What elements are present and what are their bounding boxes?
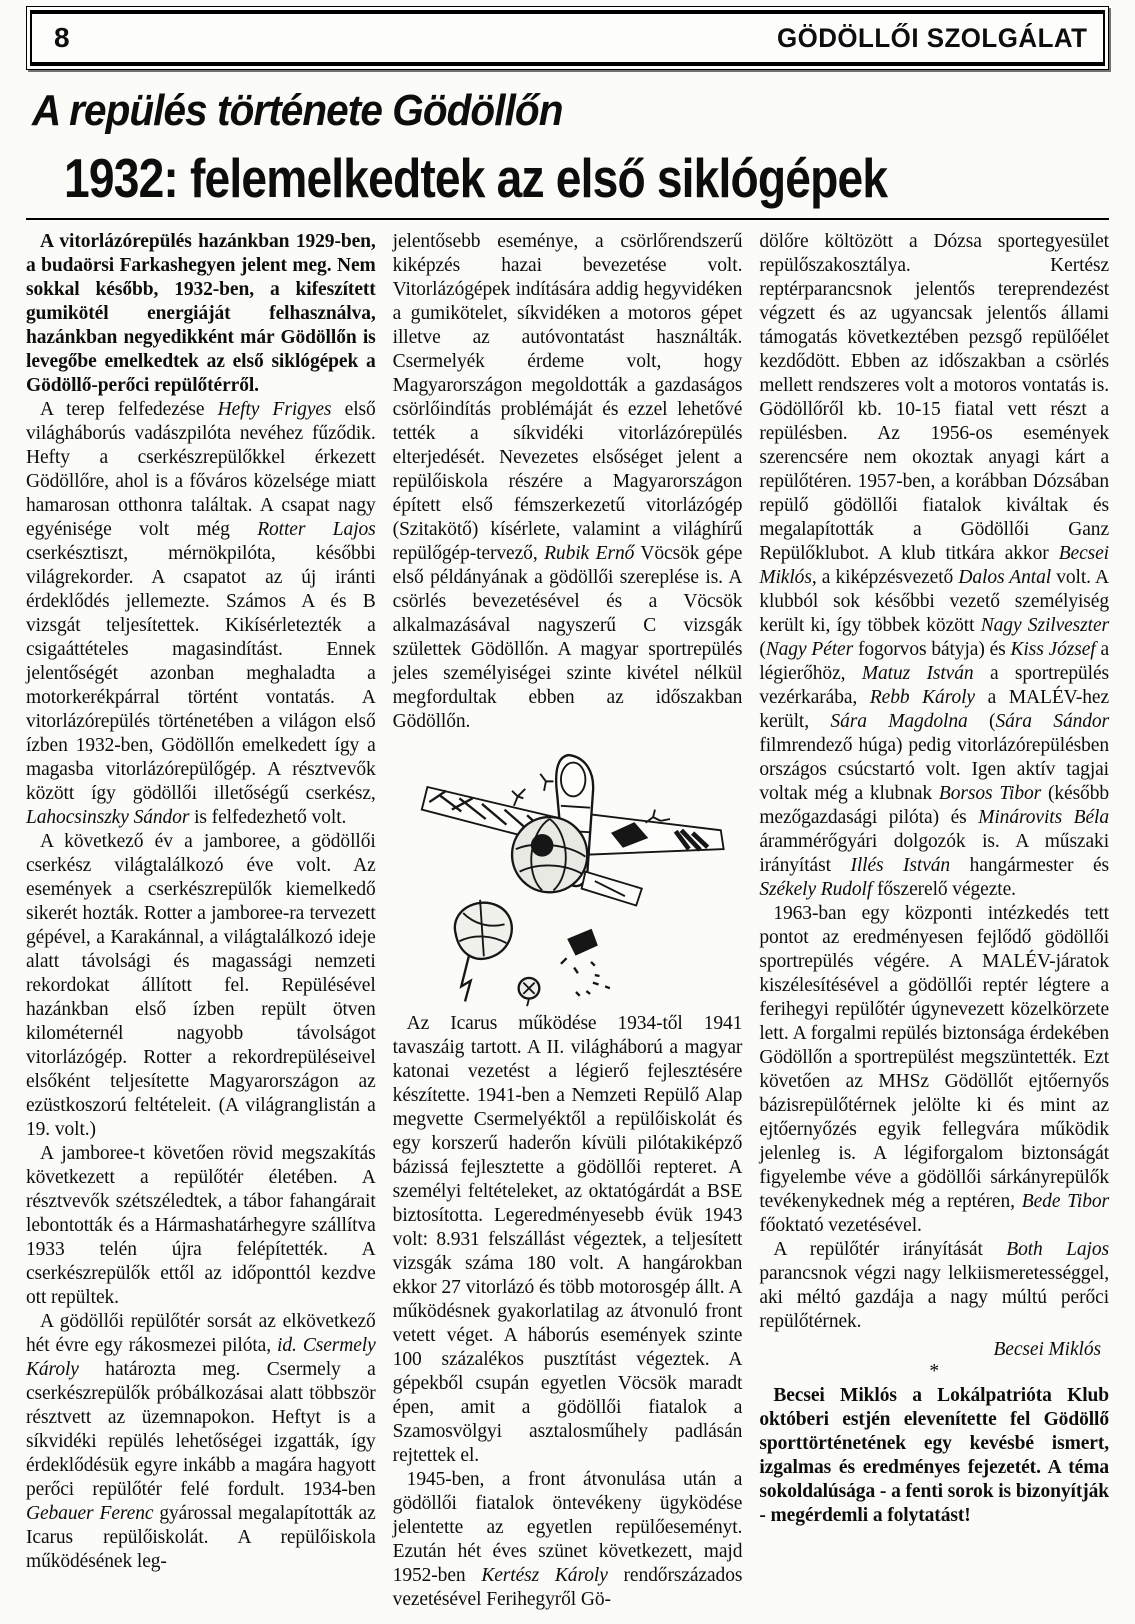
author-signature: Becsei Miklós bbox=[993, 1339, 1102, 1360]
article-paragraph: 1963-ban egy központi intézkedés tett pontot az eredményesen fejlődő gödöllői sportrepülés végére. A MALÉV-járatok kiszélesítésével a gödöllői reptér légtere a ferihegyi repülőtér úgynevezett közelkörzete lett. A forgalmi repülés biztonsága érdekében Gödöllőn a sportrepülést megszüntették. Ezt követően az MHSz Gödöllőt ejtőernyős bázisrepülőtérnek jelölte ki és mint az ejtőernyőzés egyik fellegvára működik jelenleg is. A légiforgalom biztonságát figyelembe véve a gödöllői sárkányrepülők tevékenykednek még a reptéren, Bede Tibor főoktató vezetésével. bbox=[759, 903, 1110, 1236]
masthead-frame bbox=[26, 6, 1109, 70]
article-paragraph: jelentősebb eseménye, a csörlőrendszerű kiképzés hazai bevezetése volt. Vitorlázógépek indítására addig hegyvidéken a gumikötelet, síkvidéken a motoros gépet illetve az autóvontatást használták. Csermelyék érdeme volt, hogy Magyarországon megoldották a gazdaságos csörlőindítás problémáját és ezzel lehetővé tették a síkvidéki vitorlázórepülés elterjedését. Nevezetes elsőséget jelent a repülőiskola részére a Magyarországon épített első fémszerkezetű vitorlázógép (Szitakötő) kísérlete, valamint a világhírű repülőgép-tervező, Rubik Ernő Vöcsök gépe első példányának a gödöllői szereplése is. A csörlés bevezetésével és a Vöcsök alkalmazásával nagyszerű C vizsgák születtek Gödöllőn. A magyar sportrepülés jeles személyiségei szinte kivétel nélkül megfordultak ebben az időszakban Gödöllőn. bbox=[392, 231, 743, 732]
article-paragraph: 1945-ben, a front átvonulása után a gödöllői fiatalok öntevékeny ügyködése jelentette az egyetlen repülőeseményt. Ezután hét éves szünet következett, majd 1952-ben Kertész Károly rendőrszázados vezetésével Ferihegyről Gö- bbox=[392, 1469, 743, 1610]
article-headline: 1932: felemelkedtek az első siklógépek bbox=[64, 147, 888, 209]
glider-airplane-sketch bbox=[393, 738, 743, 1010]
article-paragraph: A repülőtér irányítását Both Lajos parancsnok végzi nagy lelkiismeretességgel, aki méltó gazdája a nagy múltú perőci repülőtérnek. bbox=[759, 1239, 1110, 1332]
article-paragraph: A jamboree-t követően rövid megszakítás következett a repülőtér életében. A résztvevők szétszéledtek, a tábor fahangárait lebontották és a Hármashatárhegyre szállítva 1933 telén újra felépítették. A cserkészrepülők ettől az időponttól kezdve ott repültek. bbox=[26, 1143, 376, 1308]
article-column-3 bbox=[759, 230, 1109, 1612]
lead-paragraph: A vitorlázórepülés hazánkban 1929-ben, a budaörsi Farkashegyen jelent meg. Nem sokkal később, 1932-ben, a kifeszített gumikötél energiáját felhasználva, hazánkban negyedikként már Gödöllőn is levegőbe emelkedtek az első siklógépek a Gödöllő-perőci repülőtérről. bbox=[26, 231, 376, 396]
paper-title: GÖDÖLLŐI SZOLGÁLAT bbox=[776, 22, 1087, 53]
article-paragraph: A következő év a jamboree, a gödöllői cserkész világtalálkozó éve volt. Az események a cserkészrepülők kiemelkedő sikerét hozták. Rotter a jamboree-ra tervezett gépével, a Karakánnal, a világtalálkozó ideje alatt távolsági és magassági nemzeti rekordokat állított fel. Repülésével hazánkban első ízben repült ötven kilométernél nagyobb távolságot vitorlázógép. Rotter a rekordrepüléseivel elsőként teljesítette Magyarországon az ezüstkoszorú feltételeit. (A világranglistán a 19. volt.) bbox=[26, 831, 376, 1140]
article-column-2 bbox=[393, 230, 743, 1612]
masthead bbox=[30, 10, 1105, 66]
series-kicker: A repülés története Gödöllőn bbox=[32, 86, 563, 135]
article-paragraph: Az Icarus működése 1934-től 1941 tavaszáig tartott. A II. világháború a magyar katonai vezetést a légierő fejlesztésére készítette. 1941-ben a Nemzeti Repülő Alap megvette Csermelyéktől a repülőiskolát és egy korszerű haderőn kívüli pilótakiképző bázissá fejlesztette a gödöllői repteret. A személyi feltételeket, az oktatógárdát a BSE biztosította. Legeredményesebb évük 1943 volt: 8.931 felszállást végeztek, a teljesített vizsgák száma 180 volt. A hangárokban ekkor 27 vitorlázó és több motorosgép állt. A működésnek gyakorlatilag az átvonuló front vetett véget. A háborús események szinte 100 százalékos pusztítást végeztek. A gépekből csupán egyetlen Vöcsök maradt épen, amit a gödöllői fiatalok a Szamosvölgyi asztalosműhely padlásán rejtettek el. bbox=[392, 1013, 743, 1466]
section-separator-star: * bbox=[929, 1361, 939, 1382]
article-paragraph: A gödöllői repülőtér sorsát az elkövetkező hét évre egy rákosmezei pilóta, id. Csermely Károly határozta meg. Csermely a cserkészrepülők próbálkozásai alatt többször résztvett az üzemnapokon. Heftyt is a síkvidéki repülés lehetőségei izgatták, így érdeklődésük egyre inkább a magára hagyott perőci repülőtér felé fordult. 1934-ben Gebauer Ferenc gyárossal megalapították az Icarus repülőiskolát. A repülőiskola működésének leg- bbox=[26, 1311, 376, 1572]
headline-rule bbox=[26, 218, 1109, 220]
article-column-1 bbox=[26, 230, 376, 1612]
article-body bbox=[26, 230, 1109, 1612]
article-paragraph: dölőre költözött a Dózsa sportegyesület repülőszakosztálya. Kertész reptérparancsnok jelentős tereprendezést végzett és az ugyancsak jelentős állami támogatás következtében pezsgő repülőélet kezdődött. Ebben az időszakban a csörlés mellett rendszeres volt a motoros vontatás is. Gödöllőről kb. 10-15 fiatal vett részt a repülésben. Az 1956-os események szerencsére nem okoztak anyagi kárt a repülőtéren. 1957-ben, a korábban Dózsában repülő gödöllői fiatalok kiváltak és megalapították a Gödöllői Ganz Repülőklubot. A klub titkára akkor Becsei Miklós, a kiképzésvezető Dalos Antal volt. A klubból sok későbbi vezető személyiség került ki, így többek között Nagy Szilveszter (Nagy Péter fogorvos bátyja) és Kiss József a légierőhöz, Matuz István a sportrepülés vezérkarába, Rebb Károly a MALÉV-hez került, Sára Magdolna (Sára Sándor filmrendező húga) pedig vitorlázórepülésben országos csúcstartó volt. Igen aktív tagjai voltak még a klubnak Borsos Tibor (később mezőgazdasági pilóta) és Minárovits Béla árammérőgyári dolgozók is. A műszaki irányítást Illés István hangármester és Székely Rudolf főszerelő végezte. bbox=[759, 231, 1110, 900]
page-number: 8 bbox=[54, 22, 70, 53]
editorial-footnote: Becsei Miklós a Lokálpatrióta Klub októberi estjén elevenítette fel Gödöllő sporttörténetének egy kevésbé ismert, izgalmas és eredményes fejezetét. A téma sokoldalúsága - a fenti sorok is bizonyítják - megérdemli a folytatást! bbox=[759, 1385, 1110, 1526]
article-paragraph: A terep felfedezése Hefty Frigyes első világháborús vadászpilóta nevéhez fűződik. Hefty a cserkészrepülőkkel érkezett Gödöllőre, ahol is a főváros közelsége miatt hamarosan otthonra találtak. A csapat nagy egyénisége volt még Rotter Lajos cserkésztiszt, mérnökpilóta, későbbi világrekorder. A csapatot az új iránti érdeklődés jellemezte. Számos A és B vizsgát teljesítettek. Kikísérletezték a csigaáttételes magasindítást. Ennek jelentőségét azonban meghaladta a motorkerékpárral történt vontatás. A vitorlázórepülés történetében a világon első ízben 1932-ben, Gödöllőn emelkedett így a magasba vitorlázórepülőgép. A résztvevők között így gödöllői illetőségű cserkész, Lahocsinszky Sándor is felfedezhető volt. bbox=[26, 399, 376, 828]
